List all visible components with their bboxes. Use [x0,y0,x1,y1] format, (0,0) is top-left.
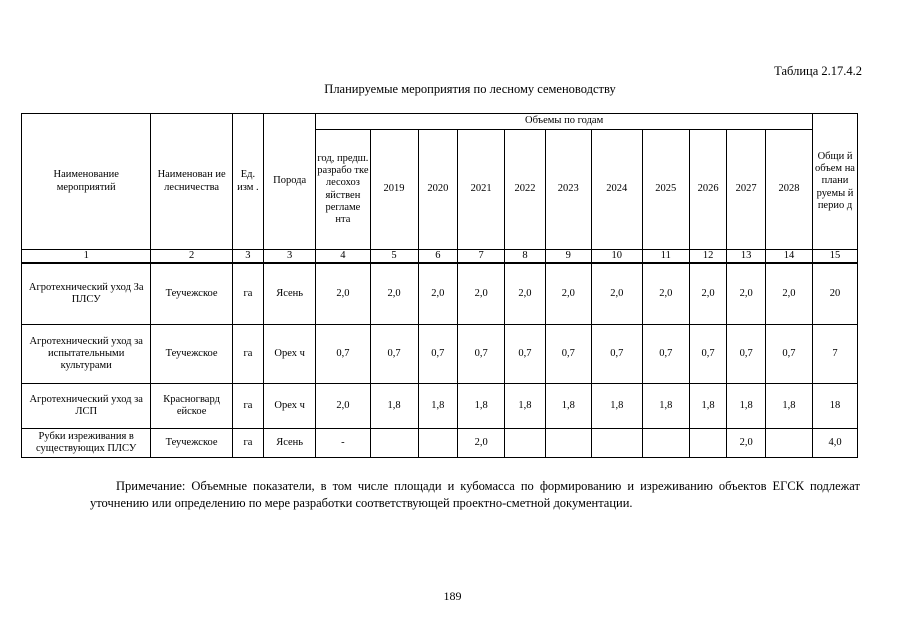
year-cell: 0,7 [765,325,812,384]
year-cell: 2,0 [591,263,642,325]
header-total: Общи й объем на плани руемы й перио д [813,114,858,250]
forestry-cell: Красногвард ейское [151,384,232,429]
year-cell: 1,8 [689,384,727,429]
year-cell: 1,8 [458,384,505,429]
header-year: 2028 [765,130,812,250]
table-label: Таблица 2.17.4.2 [774,64,862,78]
column-number: 3 [232,250,263,264]
plan-cell: 0,7 [316,325,370,384]
column-number: 9 [545,250,591,264]
year-cell: 2,0 [727,263,766,325]
column-number: 3 [264,250,316,264]
total-cell: 18 [813,384,858,429]
table-row [22,325,858,384]
year-cell: 2,0 [458,429,505,458]
year-cell: 1,8 [370,384,418,429]
measure-cell: Агротехнический уход за ЛСП [22,384,151,429]
year-cell: 2,0 [765,263,812,325]
year-cell [591,429,642,458]
unit-cell: га [232,429,263,458]
plan-cell: 2,0 [316,384,370,429]
header-unit: Ед. изм . [232,114,263,250]
header-species: Порода [264,114,316,250]
table-row [22,263,858,325]
column-number: 5 [370,250,418,264]
header-volumes-by-year: Объемы по годам [316,114,813,130]
year-cell [370,429,418,458]
year-cell: 1,8 [765,384,812,429]
note-text: Примечание: Объемные показатели, в том числе площади и кубомасса по формированию и изреживанию объектов ЕГСК подлежат уточнению или определению по мере разработки соответствующей проектно-сметной документации. [90,479,860,510]
measure-cell: Агротехнический уход За ПЛСУ [22,263,151,325]
year-cell: 2,0 [458,263,505,325]
year-cell [418,429,458,458]
year-cell: 2,0 [505,263,546,325]
column-number: 15 [813,250,858,264]
seed-measures-table [21,113,858,458]
total-cell: 4,0 [813,429,858,458]
measure-cell: Агротехнический уход за испытательными культурами [22,325,151,384]
plan-cell: - [316,429,370,458]
header-year: 2024 [591,130,642,250]
column-number: 1 [22,250,151,264]
year-cell: 2,0 [689,263,727,325]
unit-cell: га [232,325,263,384]
year-cell: 1,8 [642,384,689,429]
year-cell: 0,7 [689,325,727,384]
table-row [22,384,858,429]
header-forestry: Наименован ие лесничества [151,114,232,250]
column-number: 4 [316,250,370,264]
header-plan-year: год, предш. разрабо тке лесохоз яйствен регламе нта [316,130,370,250]
year-cell: 0,7 [545,325,591,384]
header-year: 2020 [418,130,458,250]
forestry-cell: Теучежское [151,325,232,384]
species-cell: Орех ч [264,325,316,384]
year-cell [545,429,591,458]
year-cell [689,429,727,458]
year-cell: 0,7 [370,325,418,384]
year-cell: 0,7 [642,325,689,384]
total-cell: 7 [813,325,858,384]
year-cell: 0,7 [727,325,766,384]
forestry-cell: Теучежское [151,263,232,325]
column-number: 11 [642,250,689,264]
header-year: 2019 [370,130,418,250]
year-cell: 1,8 [545,384,591,429]
year-cell: 1,8 [591,384,642,429]
header-measure: Наименование мероприятий [22,114,151,250]
note-paragraph [90,478,860,512]
year-cell: 1,8 [727,384,766,429]
year-cell: 0,7 [505,325,546,384]
species-cell: Орех ч [264,384,316,429]
header-year: 2025 [642,130,689,250]
table-title: Планируемые мероприятия по лесному семеноводству [324,82,616,96]
year-cell: 2,0 [370,263,418,325]
year-cell: 0,7 [458,325,505,384]
total-cell: 20 [813,263,858,325]
year-cell: 1,8 [418,384,458,429]
column-number: 12 [689,250,727,264]
unit-cell: га [232,263,263,325]
column-number: 14 [765,250,812,264]
year-cell: 2,0 [642,263,689,325]
year-cell [765,429,812,458]
column-number: 13 [727,250,766,264]
table-row [22,429,858,458]
column-number-row [22,250,858,264]
year-cell: 1,8 [505,384,546,429]
header-year: 2021 [458,130,505,250]
year-cell [505,429,546,458]
year-cell: 2,0 [418,263,458,325]
year-cell: 0,7 [591,325,642,384]
header-year: 2026 [689,130,727,250]
column-number: 7 [458,250,505,264]
column-number: 6 [418,250,458,264]
unit-cell: га [232,384,263,429]
column-number: 2 [151,250,232,264]
year-cell: 2,0 [545,263,591,325]
column-number: 8 [505,250,546,264]
column-number: 10 [591,250,642,264]
species-cell: Ясень [264,429,316,458]
header-year: 2027 [727,130,766,250]
plan-cell: 2,0 [316,263,370,325]
header-year: 2022 [505,130,546,250]
page-number: 189 [443,589,462,603]
year-cell: 2,0 [727,429,766,458]
year-cell: 0,7 [418,325,458,384]
header-year: 2023 [545,130,591,250]
year-cell [642,429,689,458]
species-cell: Ясень [264,263,316,325]
forestry-cell: Теучежское [151,429,232,458]
measure-cell: Рубки изреживания в существующих ПЛСУ [22,429,151,458]
